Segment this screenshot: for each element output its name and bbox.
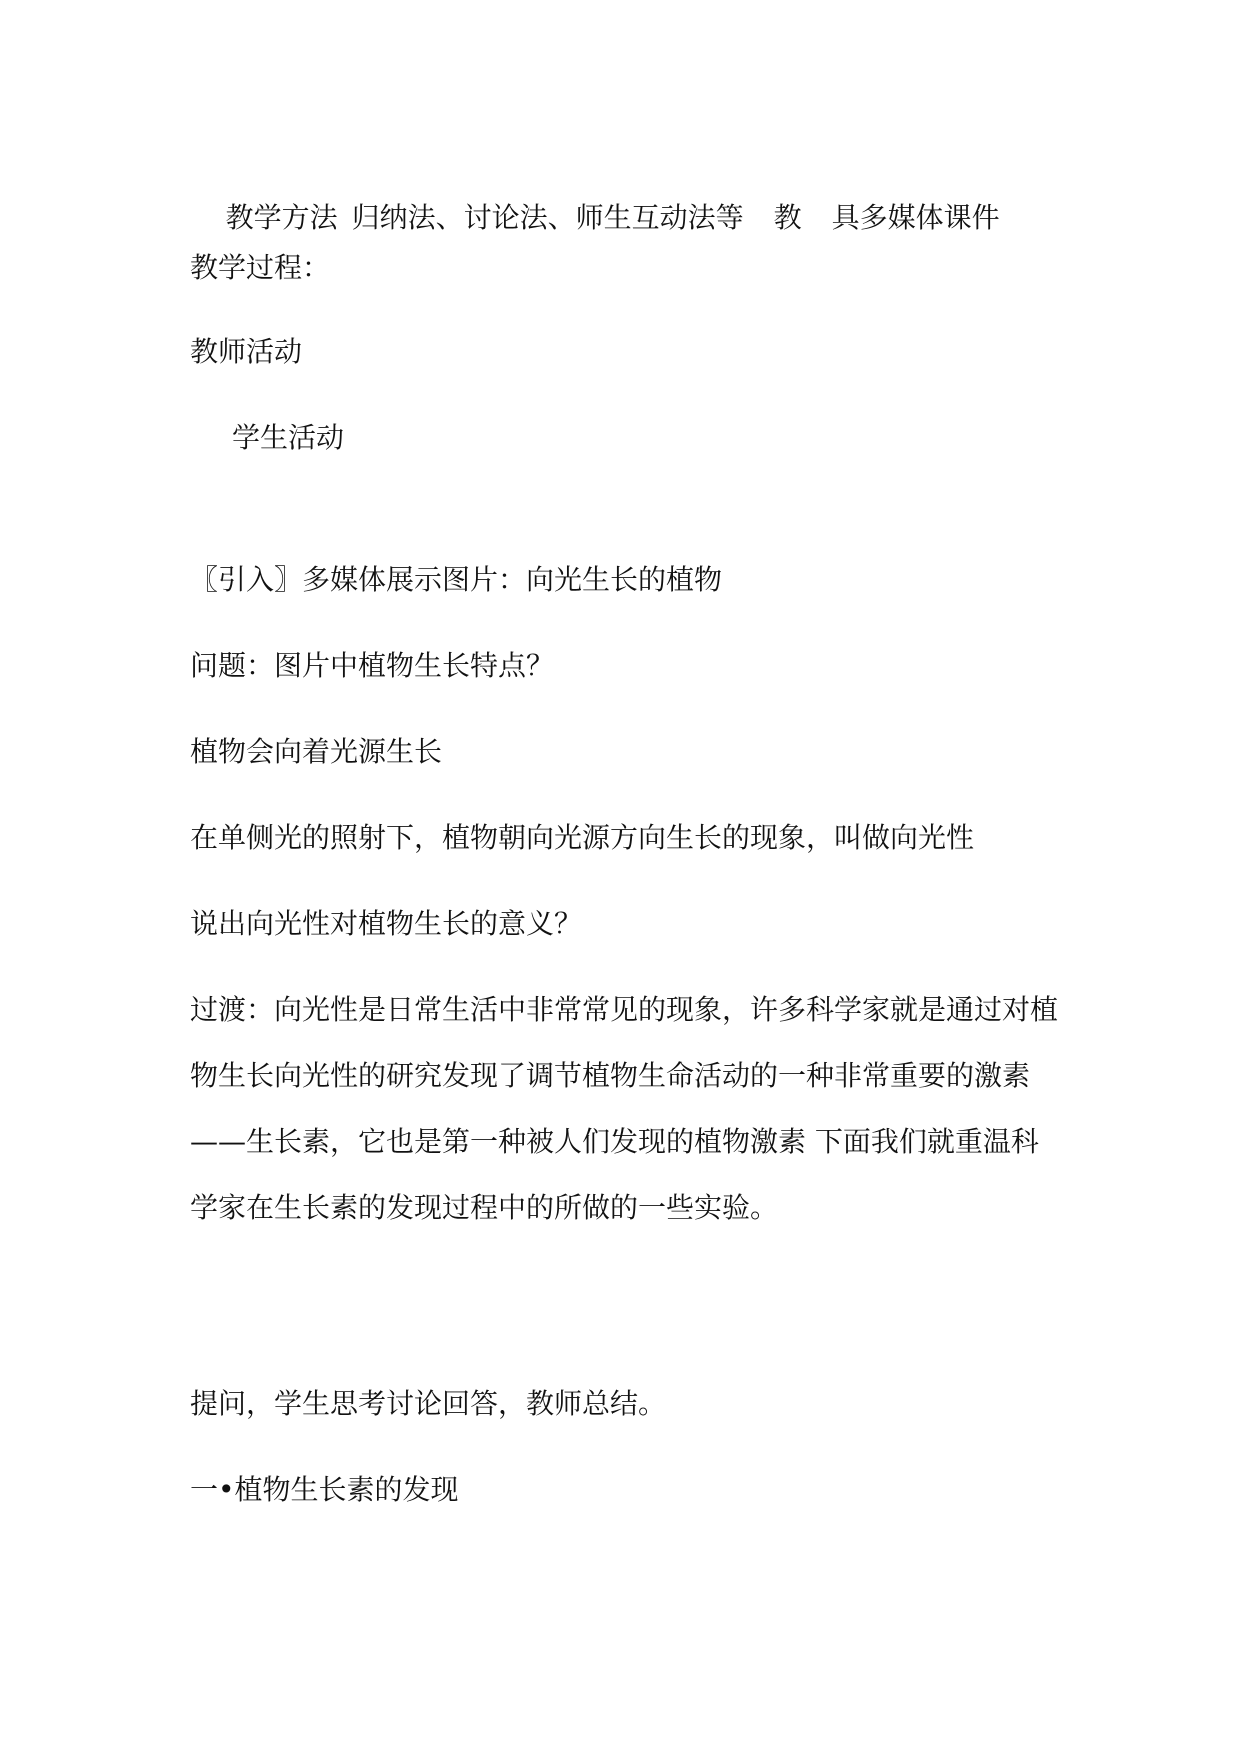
teacher-activity-label: 教师活动	[190, 335, 303, 368]
process-heading: 教学过程：	[190, 251, 331, 284]
significance-question: 说出向光性对植物生长的意义？	[190, 907, 583, 940]
prompt-line: 提问，学生思考讨论回答，教师总结。	[190, 1387, 667, 1420]
transition-line-3: ——生长素，它也是第一种被人们发现的植物激素 下面我们就重温科	[190, 1125, 1039, 1158]
answer-paragraph: 植物会向着光源生长	[190, 735, 443, 768]
intro-paragraph: 〖引入〗多媒体展示图片：向光生长的植物	[190, 563, 723, 596]
transition-line-1: 过渡：向光性是日常生活中非常常见的现象，许多科学家就是通过对植	[190, 993, 1059, 1026]
method-value: 归纳法、讨论法、师生互动法等	[351, 201, 744, 234]
tools-label: 教	[773, 201, 802, 234]
method-label: 教学方法	[225, 201, 338, 234]
question-paragraph: 问题：图片中植物生长特点？	[190, 649, 555, 682]
transition-line-4: 学家在生长素的发现过程中的所做的一些实验。	[190, 1191, 779, 1224]
transition-line-2: 物生长向光性的研究发现了调节植物生命活动的一种非常重要的激素	[190, 1059, 1031, 1092]
section-heading: 一•植物生长素的发现	[190, 1473, 459, 1506]
tools-value: 具多媒体课件	[831, 201, 1000, 234]
definition-paragraph: 在单侧光的照射下，植物朝向光源方向生长的现象，叫做向光性	[190, 821, 975, 854]
student-activity-label: 学生活动	[232, 421, 345, 454]
